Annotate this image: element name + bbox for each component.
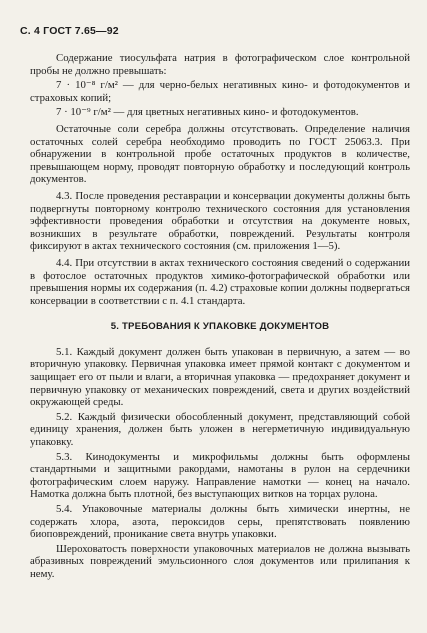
paragraph-4-3: 4.3. После проведения реставрации и консервации документы должны быть подвергнуты повторному контролю технического состояния для установления эффективности проведения обработки и отсутствия на документе новых, возникших в результате обработки, повреждений. Результаты контроля фиксируют в актах технического состояния (см. приложения 1—5). (30, 189, 410, 253)
document-body (30, 52, 410, 583)
section-title: 5. ТРЕБОВАНИЯ К УПАКОВКЕ ДОКУМЕНТОВ (110, 321, 330, 333)
paragraph-5-3: 5.3. Кинодокументы и микрофильмы должны быть оформлены стандартными и защитными ракордами, намотаны в рулон на сердечники фотографическим слоем наружу. Направление намотки — конец на начало. Намотка должна быть плотной, без выступающих витков на торцах рулона. (30, 450, 410, 501)
paragraph: Содержание тиосульфата натрия в фотографическом слое контрольной пробы не должно превышать: (30, 52, 410, 77)
page-header: С. 4 ГОСТ 7.65—92 (20, 25, 119, 37)
paragraph-4-4: 4.4. При отсутствии в актах технического состояния сведений о содержании в фотослое остаточных продуктов химико-фотографической обработки или превышения нормы их содержания (п. 4.2) страховые копии должны подвергаться консервации в соответствии с п. 4.1 стандарта. (30, 256, 410, 307)
paragraph-5-4: 5.4. Упаковочные материалы должны быть химически инертны, не содержать хлора, азота, пероксидов серы, препятствовать появлению биоповреждений, проникание света внутрь упаковки. (30, 503, 410, 541)
paragraph-5-2: 5.2. Каждый физически обособленный документ, представляющий собой единицу хранения, должен быть уложен в негерметичную индивидуальную упаковку. (30, 410, 410, 449)
paragraph-5-1: 5.1. Каждый документ должен быть упакован в первичную, а затем — во вторичную упаковку. Первичная упаковка имеет прямой контакт с документом и защищает его от пыли и влаги, а вторичная упаковка — предохраняет документ и первичную упаковку от механических повреждений, света и других воздействий окружающей среды. (30, 345, 410, 409)
paragraph: 7 · 10⁻⁸ г/м² — для черно-белых негативных кино- и фотодокументов и страховых копий; (30, 79, 410, 104)
paragraph: Остаточные соли серебра должны отсутствовать. Определение наличия остаточных солей серебра необходимо проводить по ГОСТ 25063.3. При обнаружении в контрольной пробе остаточных продуктов в количестве, превышающем норму, проводят повторную обработку и последующий контроль документов. (30, 122, 410, 186)
paragraph: Шероховатость поверхности упаковочных материалов не должна вызывать абразивных повреждений эмульсионного слоя документов или прилипания к нему. (30, 542, 410, 580)
paragraph: 7 · 10⁻⁹ г/м² — для цветных негативных кино- и фотодокументов. (56, 106, 359, 119)
